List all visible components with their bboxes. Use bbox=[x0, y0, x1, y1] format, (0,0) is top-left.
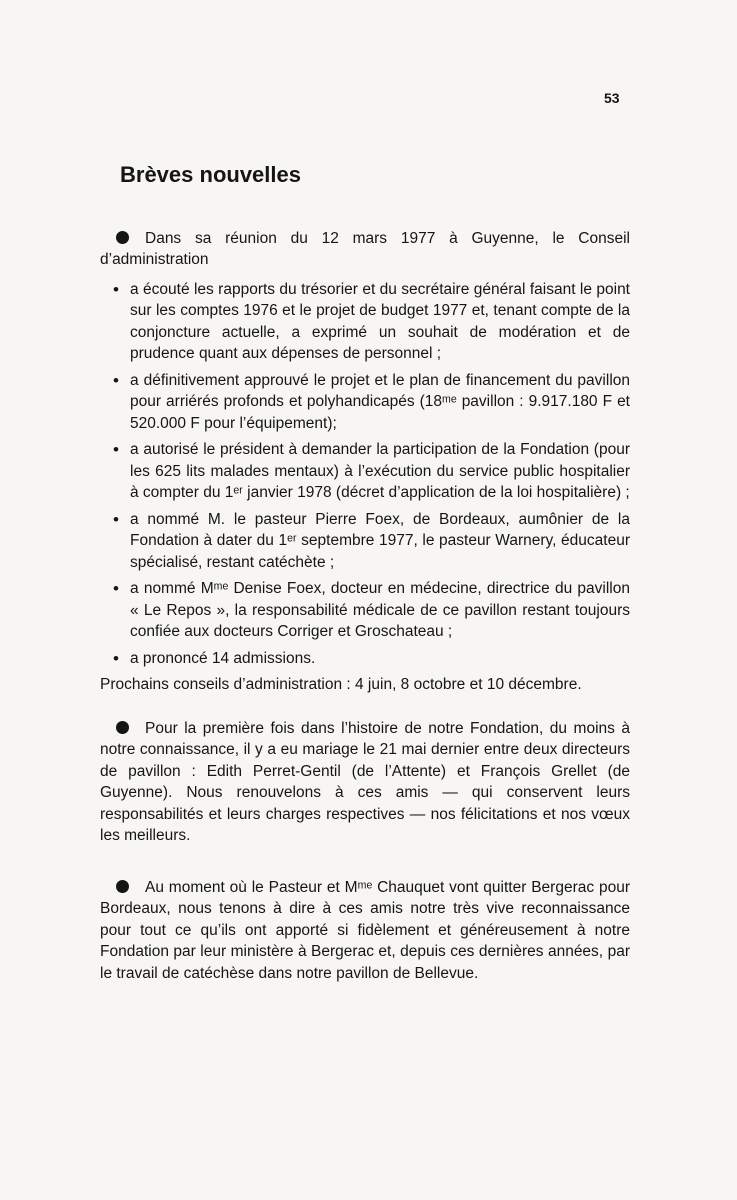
list-item: • a prononcé 14 admissions. bbox=[100, 648, 630, 670]
article bbox=[100, 164, 630, 992]
next-meetings-text: Prochains conseils d’administration : 4 juin, 8 octobre et 10 décembre. bbox=[100, 676, 582, 693]
farewell-text: Au moment où le Pasteur et Mᵐᵉ Chauquet vont quitter Bergerac pour Bordeaux, nous tenons à dire à ces amis notre très vive reconnaissance pour tout ce qu’ils ont apporté si fidèlement et généreusement à notre Fondation par leur ministère à Bergerac et, depuis ces dernières années, par le travail de catéchèse dans notre pavillon de Bellevue. bbox=[100, 878, 630, 982]
section-board-meeting-intro bbox=[100, 228, 630, 271]
board-meeting-intro-text: Dans sa réunion du 12 mars 1977 à Guyenne, le Conseil d’administration bbox=[100, 229, 630, 268]
board-decisions-list bbox=[100, 279, 630, 670]
list-item: • a nommé Mᵐᵉ Denise Foex, docteur en médecine, directrice du pavillon « Le Repos », la responsabilité médicale de ce pavillon restant toujours confiée aux docteurs Corriger et Groschateau ; bbox=[100, 578, 630, 643]
section-farewell bbox=[100, 877, 630, 985]
section-spacer bbox=[100, 855, 630, 877]
section-spacer bbox=[100, 696, 630, 718]
list-item: • a définitivement approuvé le projet et le plan de financement du pavillon pour arriérés profonds et polyhandicapés (18ᵐᵉ pavillon : 9.917.180 F et 520.000 F pour l’équipement); bbox=[100, 370, 630, 435]
bullet-dot-icon bbox=[116, 880, 129, 893]
page-title: Brèves nouvelles bbox=[120, 162, 301, 187]
page-number: 53 bbox=[604, 90, 620, 106]
list-item: • a écouté les rapports du trésorier et du secrétaire général faisant le point sur les comptes 1976 et le projet de budget 1977 et, tenant compte de la conjoncture actuelle, a exprimé un souhait de modération et de prudence quant aux dépenses de personnel ; bbox=[100, 279, 630, 365]
marriage-text: Pour la première fois dans l’histoire de notre Fondation, du moins à notre connaissance, il y a eu mariage le 21 mai dernier entre deux directeurs de pavillon : Edith Perret-Gentil (de l’Attente) et François Grellet (de Guyenne). Nous renouvelons à ces amis — qui conservent leurs responsabilités et leurs charges respectives — nos félicitations et nos vœux les meilleurs. bbox=[100, 719, 630, 844]
list-item: • a autorisé le président à demander la participation de la Fondation (pour les 625 lits malades mentaux) à l’exécution du service public hospitalier à compter du 1ᵉʳ janvier 1978 (décret d’application de la loi hospitalière) ; bbox=[100, 439, 630, 504]
bullet-dot-icon bbox=[116, 231, 129, 244]
bullet-dot-icon bbox=[116, 721, 129, 734]
section-marriage bbox=[100, 718, 630, 847]
list-item: • a nommé M. le pasteur Pierre Foex, de Bordeaux, aumônier de la Fondation à dater du 1ᵉʳ septembre 1977, le pasteur Warnery, éducateur spécialisé, restant catéchète ; bbox=[100, 509, 630, 574]
